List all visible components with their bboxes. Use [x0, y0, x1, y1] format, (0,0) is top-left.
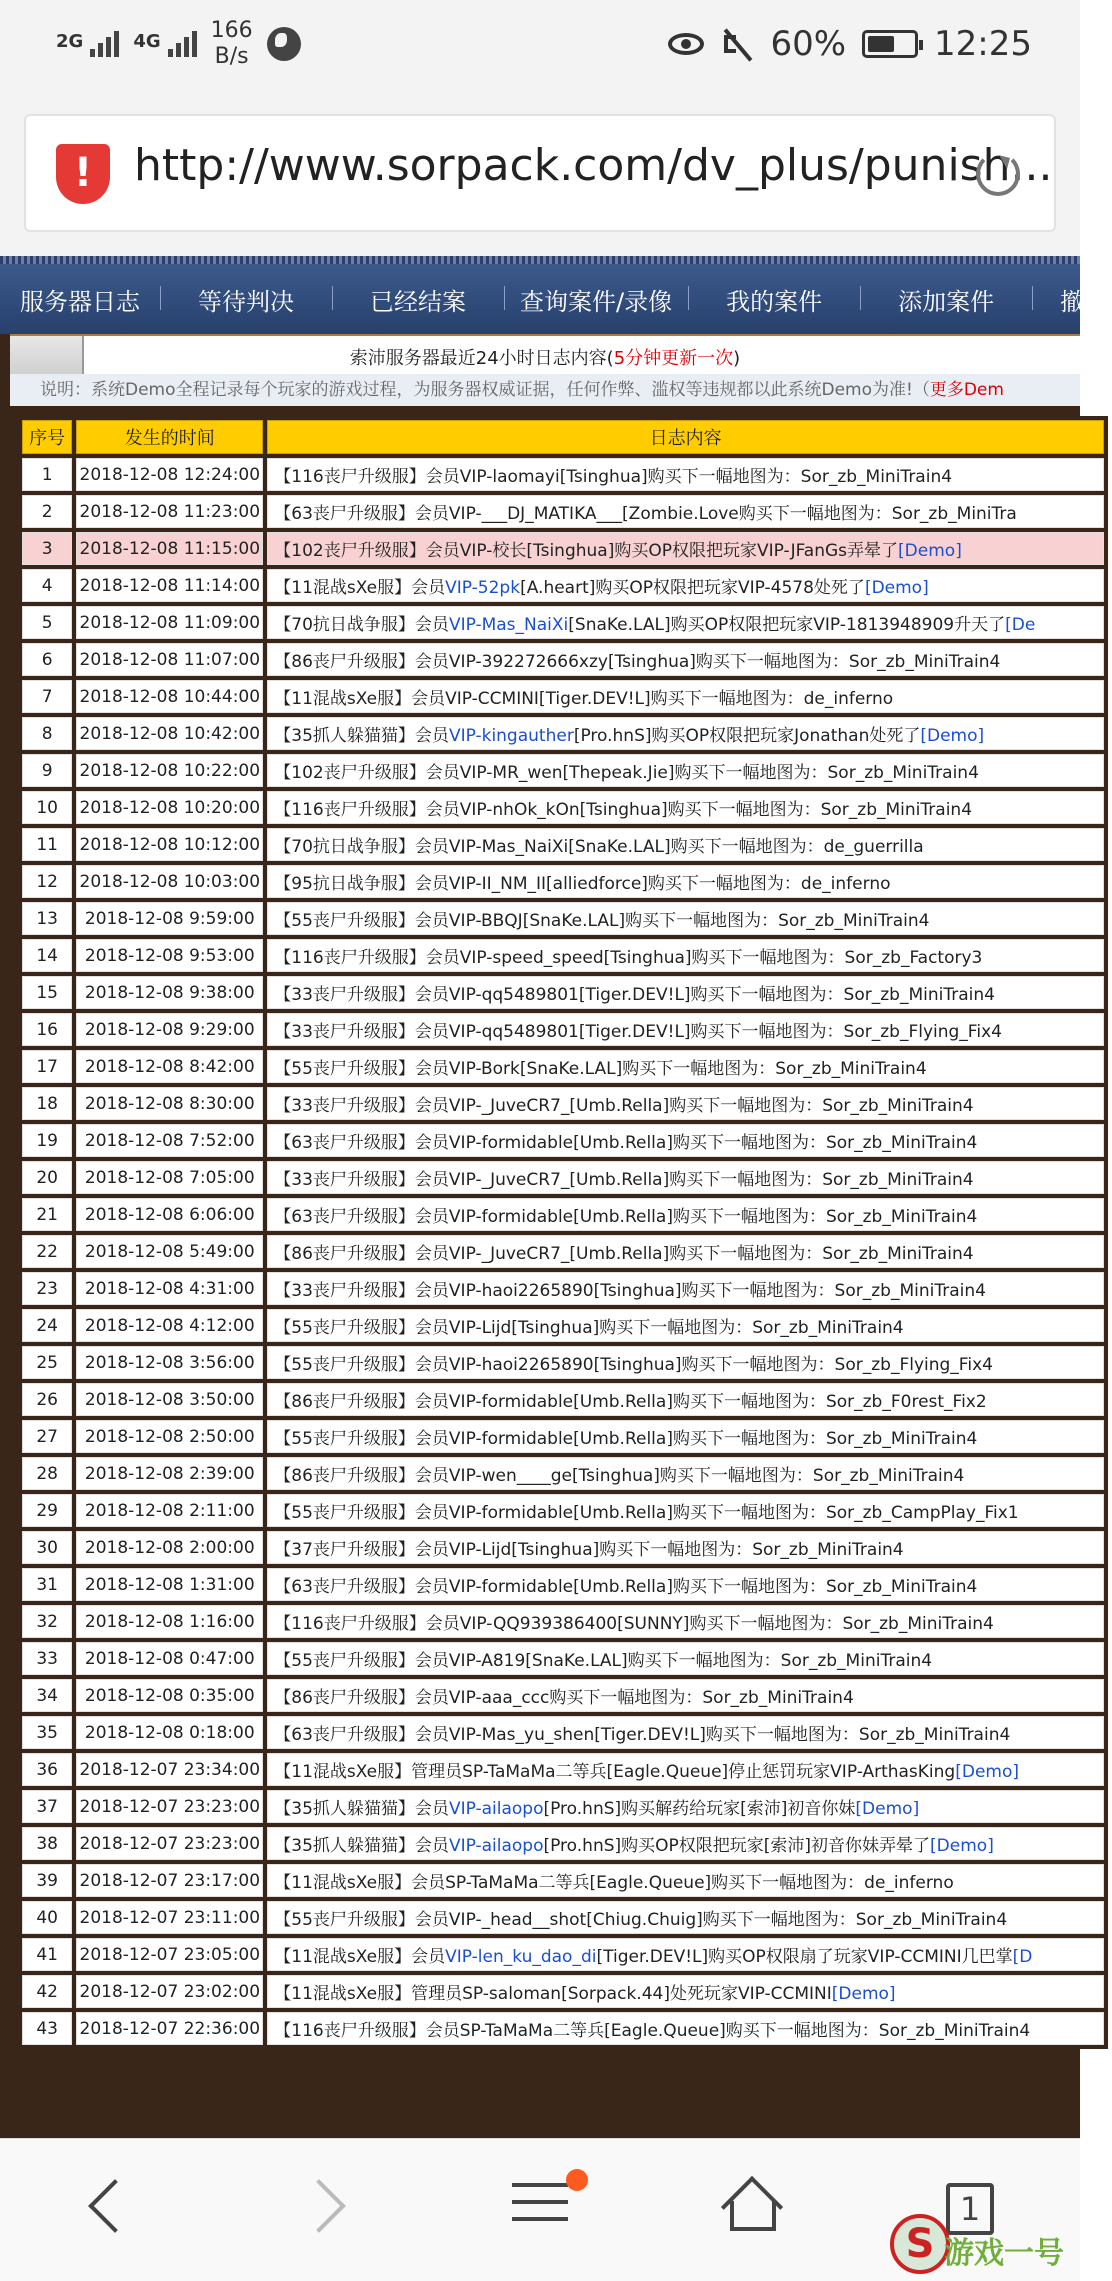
row-number: 14: [22, 939, 72, 972]
log-text: 【55丧尸升级服】会员VIP-BBQJ[SnaKe.LAL]购买下一幅地图为：Sor_zb_MiniTrain4: [274, 911, 930, 931]
log-title-refresh: 5分钟更新一次: [613, 348, 734, 369]
log-text: 【86丧尸升级服】会员VIP-392272666xzy[Tsinghua]购买下一幅地图为：Sor_zb_MiniTrain4: [274, 652, 1001, 672]
row-content: [267, 717, 1104, 750]
row-time: 2018-12-08 10:12:00: [76, 828, 263, 861]
table-row: [22, 1938, 1104, 1971]
log-text: 【116丧尸升级服】会员SP-TaMaMa二等兵[Eagle.Queue]购买下一幅地图为：Sor_zb_MiniTrain4: [274, 2021, 1031, 2041]
signal-4g-label: 4G: [133, 31, 161, 52]
log-title-end: ): [733, 348, 741, 369]
row-content: [267, 939, 1104, 972]
globe-icon: [267, 27, 301, 61]
col-content: 日志内容: [267, 420, 1104, 454]
row-number: 40: [22, 1901, 72, 1934]
table-row: [22, 1753, 1104, 1786]
row-number: 43: [22, 2012, 72, 2045]
log-text: 【55丧尸升级服】会员VIP-A819[SnaKe.LAL]购买下一幅地图为：Sor_zb_MiniTrain4: [274, 1651, 933, 1671]
row-time: 2018-12-08 11:23:00: [76, 495, 263, 528]
security-warning-icon[interactable]: !: [56, 144, 110, 204]
row-time: 2018-12-07 23:17:00: [76, 1864, 263, 1897]
row-time: 2018-12-08 2:00:00: [76, 1531, 263, 1564]
row-time: 2018-12-08 0:35:00: [76, 1679, 263, 1712]
row-time: 2018-12-08 4:12:00: [76, 1309, 263, 1342]
log-text: 【63丧尸升级服】会员VIP-___DJ_MATIKA___[Zombie.Love购买下一幅地图为：Sor_zb_MiniTra: [274, 504, 1017, 524]
row-content: [267, 1457, 1104, 1490]
log-note-text: 说明：系统Demo全程记录每个玩家的游戏过程，为服务器权威证据，任何作弊、滥权等违规都以此系统Demo为准!（: [40, 380, 930, 400]
player-link[interactable]: VIP-52pk: [445, 578, 521, 598]
demo-link[interactable]: [Demo]: [855, 1799, 920, 1819]
row-content: [267, 1642, 1104, 1675]
row-time: 2018-12-08 8:30:00: [76, 1087, 263, 1120]
table-row: [22, 1013, 1104, 1046]
log-text-rest: [Tiger.DEV!L]购买OP权限扇了玩家VIP-CCMINI几巴掌: [596, 1947, 1013, 1967]
log-text: 【116丧尸升级服】会员VIP-nhOk_kOn[Tsinghua]购买下一幅地图为：Sor_zb_MiniTrain4: [274, 800, 973, 820]
row-number: 16: [22, 1013, 72, 1046]
nav-decoration: [0, 256, 1080, 264]
browser-toolbar: [0, 90, 1080, 260]
row-content: [267, 1901, 1104, 1934]
nav-item-server-log[interactable]: 服务器日志: [20, 287, 140, 316]
row-number: 36: [22, 1753, 72, 1786]
row-time: 2018-12-08 8:42:00: [76, 1050, 263, 1083]
table-row: [22, 1272, 1104, 1305]
log-text: 【86丧尸升级服】会员VIP-aaa_ccc购买下一幅地图为：Sor_zb_MiniTrain4: [274, 1688, 854, 1708]
row-time: 2018-12-07 22:36:00: [76, 2012, 263, 2045]
row-time: 2018-12-08 9:53:00: [76, 939, 263, 972]
row-time: 2018-12-08 2:39:00: [76, 1457, 263, 1490]
log-text: 【63丧尸升级服】会员VIP-Mas_yu_shen[Tiger.DEV!L]购买下一幅地图为：Sor_zb_MiniTrain4: [274, 1725, 1011, 1745]
row-time: 2018-12-08 12:24:00: [76, 458, 263, 491]
row-content: [267, 754, 1104, 787]
row-content: [267, 458, 1104, 491]
row-content: [267, 902, 1104, 935]
table-row: [22, 1346, 1104, 1379]
row-content: [267, 1050, 1104, 1083]
table-row: [22, 1827, 1104, 1860]
nav-item-my-cases[interactable]: 我的案件: [688, 282, 860, 317]
log-text: 【11混战sXe服】会员VIP-CCMINI[Tiger.DEV!L]购买下一幅地图为：de_inferno: [274, 689, 894, 709]
watermark: [890, 2206, 1080, 2280]
log-text: 【63丧尸升级服】会员VIP-formidable[Umb.Rella]购买下一幅地图为：Sor_zb_MiniTrain4: [274, 1577, 978, 1597]
player-link[interactable]: VIP-ailaopo: [448, 1799, 544, 1819]
row-time: 2018-12-08 0:47:00: [76, 1642, 263, 1675]
row-content: [267, 1309, 1104, 1342]
log-text: 【86丧尸升级服】会员VIP-wen____ge[Tsinghua]购买下一幅地图为：Sor_zb_MiniTrain4: [274, 1466, 965, 1486]
demo-link[interactable]: [Demo]: [831, 1984, 896, 2004]
row-number: 28: [22, 1457, 72, 1490]
log-text: 【33丧尸升级服】会员VIP-qq5489801[Tiger.DEV!L]购买下一幅地图为：Sor_zb_Flying_Fix4: [274, 1022, 1002, 1042]
log-text: 【63丧尸升级服】会员VIP-formidable[Umb.Rella]购买下一幅地图为：Sor_zb_MiniTrain4: [274, 1207, 978, 1227]
demo-link[interactable]: [Demo]: [920, 726, 985, 746]
log-text: 【55丧尸升级服】会员VIP-formidable[Umb.Rella]购买下一幅地图为：Sor_zb_MiniTrain4: [274, 1429, 978, 1449]
row-time: 2018-12-07 23:11:00: [76, 1901, 263, 1934]
player-link[interactable]: VIP-ailaopo: [448, 1836, 544, 1856]
network-speed-value: 166: [210, 18, 253, 43]
col-time: 发生的时间: [76, 420, 263, 454]
table-row: [22, 495, 1104, 528]
row-content: [267, 569, 1104, 602]
log-text: 【35抓人躲猫猫】会员: [274, 1836, 449, 1856]
demo-link[interactable]: [Demo]: [898, 541, 962, 561]
row-time: 2018-12-08 11:07:00: [76, 643, 263, 676]
table-row: [22, 1309, 1104, 1342]
row-number: 22: [22, 1235, 72, 1268]
log-rows: [22, 458, 1104, 2045]
row-number: 21: [22, 1198, 72, 1231]
log-text: 【35抓人躲猫猫】会员: [274, 1799, 449, 1819]
log-text: 【11混战sXe服】管理员SP-TaMaMa二等兵[Eagle.Queue]停止惩罚玩家VIP-ArthasKing: [274, 1762, 956, 1782]
network-speed-unit: B/s: [214, 44, 249, 69]
log-text: 【63丧尸升级服】会员VIP-formidable[Umb.Rella]购买下一幅地图为：Sor_zb_MiniTrain4: [274, 1133, 978, 1153]
row-time: 2018-12-08 10:42:00: [76, 717, 263, 750]
player-link[interactable]: VIP-Mas_NaiXi: [448, 615, 569, 635]
row-time: 2018-12-08 4:31:00: [76, 1272, 263, 1305]
row-number: 3: [22, 532, 72, 565]
row-number: 25: [22, 1346, 72, 1379]
row-number: 13: [22, 902, 72, 935]
log-text: 【55丧尸升级服】会员VIP-_head__shot[Chiug.Chuig]购买下一幅地图为：Sor_zb_MiniTrain4: [274, 1910, 1008, 1930]
row-content: [267, 680, 1104, 713]
log-text: 【37丧尸升级服】会员VIP-Lijd[Tsinghua]购买下一幅地图为：Sor_zb_MiniTrain4: [274, 1540, 904, 1560]
nav-item-withdraw[interactable]: 撤: [1032, 282, 1112, 317]
row-content: [267, 1827, 1104, 1860]
log-text: 【33丧尸升级服】会员VIP-_JuveCR7_[Umb.Rella]购买下一幅地图为：Sor_zb_MiniTrain4: [274, 1096, 974, 1116]
row-number: 31: [22, 1568, 72, 1601]
row-time: 2018-12-08 7:05:00: [76, 1161, 263, 1194]
nav-item-pending[interactable]: 等待判决: [160, 282, 332, 317]
row-number: 1: [22, 458, 72, 491]
row-content: [267, 865, 1104, 898]
row-time: 2018-12-08 11:14:00: [76, 569, 263, 602]
player-link[interactable]: VIP-len_ku_dao_di: [445, 1947, 597, 1967]
log-note: [10, 374, 1080, 406]
demo-link[interactable]: [Demo]: [930, 1836, 994, 1856]
log-text: 【86丧尸升级服】会员VIP-_JuveCR7_[Umb.Rella]购买下一幅地图为：Sor_zb_MiniTrain4: [274, 1244, 974, 1264]
row-time: 2018-12-08 10:03:00: [76, 865, 263, 898]
row-content: [267, 1531, 1104, 1564]
table-row: [22, 1568, 1104, 1601]
log-text: 【11混战sXe服】会员: [274, 578, 446, 598]
row-time: 2018-12-08 9:38:00: [76, 976, 263, 1009]
log-title-text: 索沛服务器最近24小时日志内容(: [349, 348, 614, 369]
log-text: 【11混战sXe服】会员: [274, 1947, 446, 1967]
nav-item-search-cases[interactable]: 查询案件/录像: [504, 282, 688, 317]
row-time: 2018-12-08 1:16:00: [76, 1605, 263, 1638]
table-row: [22, 1531, 1104, 1564]
address-bar[interactable]: [24, 114, 1056, 232]
row-content: [267, 1716, 1104, 1749]
table-row: [22, 1901, 1104, 1934]
page-content: [0, 334, 1080, 2138]
log-text: 【95抗日战争服】会员VIP-II_NM_II[alliedforce]购买下一幅地图为：de_inferno: [274, 874, 891, 894]
log-text: 【33丧尸升级服】会员VIP-_JuveCR7_[Umb.Rella]购买下一幅地图为：Sor_zb_MiniTrain4: [274, 1170, 974, 1190]
row-number: 37: [22, 1790, 72, 1823]
row-content: [267, 643, 1104, 676]
site-nav: [0, 264, 1085, 334]
log-text-rest: [Pro.hnS]购买OP权限把玩家Jonathan处死了: [573, 726, 921, 746]
row-time: 2018-12-08 0:18:00: [76, 1716, 263, 1749]
log-text-rest: [A.heart]购买OP权限把玩家VIP-4578处死了: [520, 578, 865, 598]
row-time: 2018-12-08 10:22:00: [76, 754, 263, 787]
row-number: 10: [22, 791, 72, 824]
row-content: [267, 976, 1104, 1009]
row-time: 2018-12-08 3:56:00: [76, 1346, 263, 1379]
table-row: [22, 458, 1104, 491]
row-number: 29: [22, 1494, 72, 1527]
log-text: 【102丧尸升级服】会员VIP-MR_wen[Thepeak.Jie]购买下一幅地图为：Sor_zb_MiniTrain4: [274, 763, 979, 783]
row-content: [267, 1605, 1104, 1638]
more-demo-link[interactable]: 更多Dem: [929, 380, 1004, 400]
table-row: [22, 828, 1104, 861]
log-title-bar: [10, 334, 1080, 376]
row-number: 38: [22, 1827, 72, 1860]
nav-item-closed[interactable]: 已经结案: [332, 282, 504, 317]
demo-link[interactable]: [Demo]: [955, 1762, 1020, 1782]
demo-link[interactable]: [De: [1005, 615, 1036, 635]
menu-icon[interactable]: [512, 2183, 568, 2234]
row-content: [267, 495, 1104, 528]
signal-2g-icon: [56, 31, 119, 57]
log-text: 【55丧尸升级服】会员VIP-Lijd[Tsinghua]购买下一幅地图为：Sor_zb_MiniTrain4: [274, 1318, 904, 1338]
table-row: [22, 2012, 1104, 2045]
tab-count: 1: [959, 2190, 981, 2228]
nav-item-add-case[interactable]: 添加案件: [860, 282, 1032, 317]
table-row: [22, 1383, 1104, 1416]
log-text-rest: [Pro.hnS]购买OP权限把玩家[索沛]初音你妹弄晕了: [543, 1836, 931, 1856]
player-link[interactable]: VIP-kingauther: [448, 726, 574, 746]
url-text[interactable]: http://www.sorpack.com/dv_plus/punish...: [134, 140, 1053, 191]
table-row: [22, 643, 1104, 676]
log-text: 【116丧尸升级服】会员VIP-laomayi[Tsinghua]购买下一幅地图为：Sor_zb_MiniTrain4: [274, 467, 953, 487]
eye-icon: [668, 33, 704, 55]
table-row: [22, 1864, 1104, 1897]
row-number: 6: [22, 643, 72, 676]
log-text: 【102丧尸升级服】会员VIP-校长[Tsinghua]购买OP权限把玩家VIP-JFanGs弄晕了: [274, 541, 899, 561]
row-content: [267, 791, 1104, 824]
table-row: [22, 1087, 1104, 1120]
row-number: 33: [22, 1642, 72, 1675]
row-time: 2018-12-08 9:59:00: [76, 902, 263, 935]
home-icon[interactable]: [726, 2179, 780, 2229]
row-time: 2018-12-08 9:29:00: [76, 1013, 263, 1046]
row-number: 2: [22, 495, 72, 528]
row-content: [267, 1938, 1104, 1971]
row-number: 41: [22, 1938, 72, 1971]
row-content: [267, 606, 1104, 639]
row-number: 24: [22, 1309, 72, 1342]
row-number: 42: [22, 1975, 72, 2008]
row-time: 2018-12-07 23:23:00: [76, 1790, 263, 1823]
battery-percent: 60%: [770, 24, 847, 64]
row-number: 23: [22, 1272, 72, 1305]
status-bar: [0, 0, 1080, 90]
row-number: 5: [22, 606, 72, 639]
table-row: [22, 1124, 1104, 1157]
row-content: [267, 1679, 1104, 1712]
log-text-rest: [Pro.hnS]购买解药给玩家[索沛]初音你妹: [543, 1799, 856, 1819]
table-row: [22, 717, 1104, 750]
clock: 12:25: [934, 24, 1032, 64]
row-number: 26: [22, 1383, 72, 1416]
log-text: 【70抗日战争服】会员: [274, 615, 449, 635]
network-speed: [211, 18, 253, 70]
row-time: 2018-12-08 10:20:00: [76, 791, 263, 824]
row-content: [267, 1198, 1104, 1231]
row-number: 8: [22, 717, 72, 750]
row-time: 2018-12-08 2:11:00: [76, 1494, 263, 1527]
table-row: [22, 1790, 1104, 1823]
demo-link[interactable]: [Demo]: [864, 578, 929, 598]
row-time: 2018-12-07 23:34:00: [76, 1753, 263, 1786]
reload-icon[interactable]: [976, 152, 1020, 196]
row-time: 2018-12-07 23:23:00: [76, 1827, 263, 1860]
row-time: 2018-12-07 23:02:00: [76, 1975, 263, 2008]
row-number: 32: [22, 1605, 72, 1638]
row-number: 30: [22, 1531, 72, 1564]
log-text: 【70抗日战争服】会员VIP-Mas_NaiXi[SnaKe.LAL]购买下一幅地图为：de_guerrilla: [274, 837, 924, 857]
row-number: 12: [22, 865, 72, 898]
log-text: 【55丧尸升级服】会员VIP-Bork[SnaKe.LAL]购买下一幅地图为：Sor_zb_MiniTrain4: [274, 1059, 927, 1079]
log-text: 【35抓人躲猫猫】会员: [274, 726, 449, 746]
row-content: [267, 1161, 1104, 1194]
row-content: [267, 1346, 1104, 1379]
log-text: 【116丧尸升级服】会员VIP-speed_speed[Tsinghua]购买下一幅地图为：Sor_zb_Factory3: [274, 948, 983, 968]
table-row: [22, 1457, 1104, 1490]
table-row: [22, 1198, 1104, 1231]
row-content: [267, 1790, 1104, 1823]
table-row: [22, 1235, 1104, 1268]
row-content: [267, 1753, 1104, 1786]
log-text: 【11混战sXe服】会员SP-TaMaMa二等兵[Eagle.Queue]购买下一幅地图为：de_inferno: [274, 1873, 954, 1893]
row-time: 2018-12-08 3:50:00: [76, 1383, 263, 1416]
row-number: 7: [22, 680, 72, 713]
table-row: [22, 976, 1104, 1009]
watermark-text: 游戏一号: [944, 2236, 1064, 2271]
table-row: [22, 680, 1104, 713]
demo-link[interactable]: [D: [1012, 1947, 1033, 1967]
row-time: 2018-12-08 5:49:00: [76, 1235, 263, 1268]
table-row: [22, 865, 1104, 898]
row-number: 19: [22, 1124, 72, 1157]
table-row: [22, 1975, 1104, 2008]
row-time: 2018-12-08 11:09:00: [76, 606, 263, 639]
row-content: [267, 1124, 1104, 1157]
signal-2g-label: 2G: [56, 31, 84, 52]
battery-icon: [862, 30, 918, 58]
log-text: 【55丧尸升级服】会员VIP-haoi2265890[Tsinghua]购买下一幅地图为：Sor_zb_Flying_Fix4: [274, 1355, 993, 1375]
mute-icon: [720, 27, 754, 61]
log-text: 【33丧尸升级服】会员VIP-haoi2265890[Tsinghua]购买下一幅地图为：Sor_zb_MiniTrain4: [274, 1281, 986, 1301]
row-number: 34: [22, 1679, 72, 1712]
table-header: [22, 420, 1104, 454]
row-number: 39: [22, 1864, 72, 1897]
row-content: [267, 1272, 1104, 1305]
col-num: 序号: [22, 420, 72, 454]
row-time: 2018-12-07 23:05:00: [76, 1938, 263, 1971]
table-row: [22, 939, 1104, 972]
row-content: [267, 1568, 1104, 1601]
table-row: [22, 754, 1104, 787]
watermark-logo-icon: S: [890, 2214, 950, 2274]
table-row: [22, 902, 1104, 935]
row-number: 11: [22, 828, 72, 861]
table-row: [22, 1050, 1104, 1083]
log-table: [18, 416, 1108, 2049]
log-text: 【86丧尸升级服】会员VIP-formidable[Umb.Rella]购买下一幅地图为：Sor_zb_F0rest_Fix2: [274, 1392, 987, 1412]
log-text: 【55丧尸升级服】会员VIP-formidable[Umb.Rella]购买下一幅地图为：Sor_zb_CampPlay_Fix1: [274, 1503, 1019, 1523]
row-content: [267, 1087, 1104, 1120]
row-number: 18: [22, 1087, 72, 1120]
row-content: [267, 1235, 1104, 1268]
row-content: [267, 1494, 1104, 1527]
row-time: 2018-12-08 6:06:00: [76, 1198, 263, 1231]
table-row: [22, 1420, 1104, 1453]
row-content: [267, 1013, 1104, 1046]
table-row: [22, 1494, 1104, 1527]
table-row: [22, 1642, 1104, 1675]
table-row: [22, 569, 1104, 602]
row-content: [267, 828, 1104, 861]
forward-icon[interactable]: [292, 2179, 346, 2233]
row-time: 2018-12-08 10:44:00: [76, 680, 263, 713]
row-content: [267, 2012, 1104, 2045]
row-content: [267, 1383, 1104, 1416]
log-title: [10, 344, 1080, 370]
row-number: 9: [22, 754, 72, 787]
row-time: 2018-12-08 7:52:00: [76, 1124, 263, 1157]
table-row: [22, 532, 1104, 565]
row-content: [267, 532, 1104, 565]
table-row: [22, 1161, 1104, 1194]
notification-dot: [566, 2169, 588, 2191]
row-number: 4: [22, 569, 72, 602]
back-icon[interactable]: [88, 2179, 142, 2233]
row-number: 35: [22, 1716, 72, 1749]
table-row: [22, 606, 1104, 639]
log-text: 【11混战sXe服】管理员SP-saloman[Sorpack.44]处死玩家VIP-CCMINI: [274, 1984, 832, 2004]
table-row: [22, 1679, 1104, 1712]
row-content: [267, 1420, 1104, 1453]
log-text-rest: [SnaKe.LAL]购买OP权限把玩家VIP-1813948909升天了: [568, 615, 1006, 635]
row-number: 15: [22, 976, 72, 1009]
row-number: 20: [22, 1161, 72, 1194]
row-number: 17: [22, 1050, 72, 1083]
log-text: 【116丧尸升级服】会员VIP-QQ939386400[SUNNY]购买下一幅地图为：Sor_zb_MiniTrain4: [274, 1614, 994, 1634]
table-row: [22, 791, 1104, 824]
row-time: 2018-12-08 11:15:00: [76, 532, 263, 565]
row-content: [267, 1864, 1104, 1897]
table-row: [22, 1716, 1104, 1749]
row-number: 27: [22, 1420, 72, 1453]
row-time: 2018-12-08 2:50:00: [76, 1420, 263, 1453]
row-time: 2018-12-08 1:31:00: [76, 1568, 263, 1601]
signal-4g-icon: [133, 31, 196, 57]
row-content: [267, 1975, 1104, 2008]
log-text: 【33丧尸升级服】会员VIP-qq5489801[Tiger.DEV!L]购买下一幅地图为：Sor_zb_MiniTrain4: [274, 985, 995, 1005]
table-row: [22, 1605, 1104, 1638]
